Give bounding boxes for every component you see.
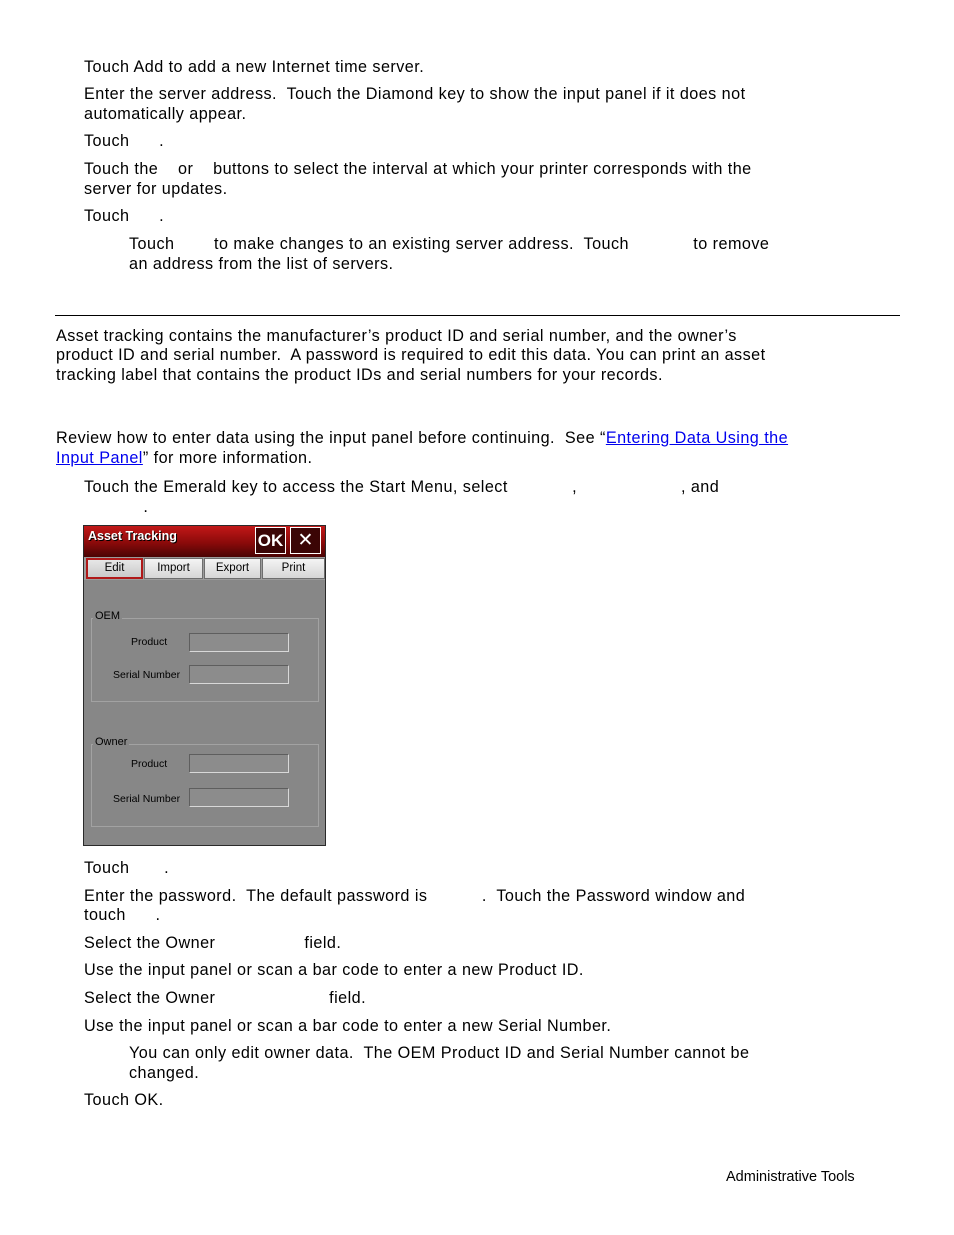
step-enter-product-id: Use the input panel or scan a bar code to enter a new Product ID. — [84, 961, 584, 979]
step-touch-1: Touch . — [84, 132, 165, 150]
owner-serial-label: Serial Number — [113, 793, 181, 805]
close-icon[interactable]: ✕ — [290, 527, 321, 554]
note-owner-line2: changed. — [129, 1064, 200, 1082]
section-divider — [55, 315, 900, 316]
owner-group-label: Owner — [95, 736, 128, 748]
oem-group-label: OEM — [95, 610, 121, 622]
tab-edit[interactable]: Edit — [86, 558, 143, 579]
intro-paragraph-line1: Asset tracking contains the manufacturer’s product ID and serial number, and the owner’s — [56, 327, 737, 345]
title-bar — [84, 526, 325, 557]
window-title: Asset Tracking — [88, 529, 177, 543]
oem-product-field — [189, 633, 289, 652]
step-touch-ok: Touch OK. — [84, 1091, 164, 1109]
oem-serial-label: Serial Number — [113, 669, 181, 681]
owner-product-label: Product — [131, 758, 168, 770]
step-enter-serial-number: Use the input panel or scan a bar code to enter a new Serial Number. — [84, 1017, 612, 1035]
review-line1 — [56, 428, 788, 448]
page-footer: Administrative Tools — [726, 1169, 855, 1185]
step-start-menu-line1: Touch the Emerald key to access the Start Menu, select , , and — [84, 478, 720, 496]
intro-paragraph-line3: tracking label that contains the product IDs and serial numbers for your records. — [56, 366, 663, 384]
note-edit-line1: Touch to make changes to an existing server address. Touch to remove — [129, 235, 770, 253]
input-panel-link-cont[interactable]: Input Panel — [56, 449, 143, 467]
step-password-line2: touch . — [84, 906, 161, 924]
step-touch-edit: Touch . — [84, 859, 170, 877]
step-enter-address-line1: Enter the server address. Touch the Diamond key to show the input panel if it does not — [84, 85, 746, 103]
step-enter-address-line2: automatically appear. — [84, 105, 247, 123]
step-interval-line1: Touch the or buttons to select the interval at which your printer corresponds with the — [84, 160, 752, 178]
ok-button[interactable]: OK — [255, 527, 286, 554]
oem-serial-field — [189, 665, 289, 684]
input-panel-link[interactable]: Entering Data Using the — [605, 429, 789, 447]
tab-import[interactable]: Import — [144, 558, 203, 579]
owner-product-field[interactable] — [189, 754, 289, 773]
oem-group — [91, 618, 319, 702]
step-select-owner-serial: Select the Owner field. — [84, 989, 367, 1007]
tab-bar — [84, 557, 325, 580]
note-edit-line2: an address from the list of servers. — [129, 255, 394, 273]
review-text-end: ” for more information. — [142, 449, 313, 467]
step-start-menu-line2: . — [84, 498, 149, 516]
asset-tracking-window — [83, 525, 326, 846]
note-owner-line1: You can only edit owner data. The OEM Product ID and Serial Number cannot be — [129, 1044, 750, 1062]
step-select-owner-product: Select the Owner field. — [84, 934, 342, 952]
tab-export[interactable]: Export — [204, 558, 261, 579]
review-text: Review how to enter data using the input panel before continuing. See “ — [56, 429, 606, 447]
step-password-line1: Enter the password. The default password is . Touch the Password window and — [84, 887, 746, 905]
review-line2 — [56, 448, 312, 468]
step-touch-2: Touch . — [84, 207, 165, 225]
owner-serial-field[interactable] — [189, 788, 289, 807]
step-interval-line2: server for updates. — [84, 180, 228, 198]
intro-paragraph-line2: product ID and serial number. A password is required to edit this data. You can print an asset — [56, 346, 766, 364]
tab-print[interactable]: Print — [262, 558, 325, 579]
oem-product-label: Product — [131, 636, 168, 648]
step-add-server: Touch Add to add a new Internet time server. — [84, 58, 425, 76]
